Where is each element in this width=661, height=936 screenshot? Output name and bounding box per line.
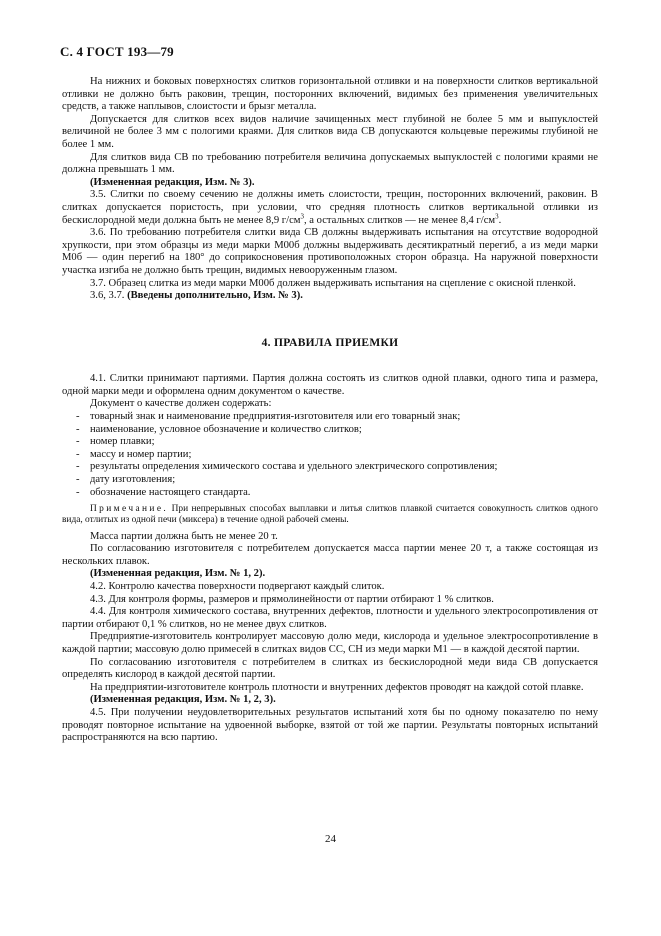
page-number: 24: [325, 833, 336, 845]
clause-4-1: 4.1. Слитки принимают партиями. Партия должна состоять из слитков одной плавки, одного типа и размера, одной марки меди и оформлена одним документом о качестве.: [62, 373, 598, 397]
document-body: [62, 76, 598, 745]
section-title: 4. ПРАВИЛА ПРИЕМКИ: [261, 336, 399, 349]
superscript: 3: [495, 212, 499, 220]
clause-3-7: 3.7. Образец слитка из меди марки М00б должен выдерживать испытания на сцепление с окисной пленкой.: [90, 277, 576, 289]
clause-3-5: [62, 189, 598, 227]
paragraph: По согласованию изготовителя с потребителем в слитках из бескислородной меди вида СВ допускается определять кислород в каждой десятой партии.: [62, 656, 598, 681]
list-item: - дату изготовления;: [62, 474, 598, 487]
added-note: [62, 290, 598, 303]
clause-4-3: 4.3. Для контроля формы, размеров и прямолинейности от партии отбирают 1 % слитков.: [90, 593, 494, 605]
amendment-note: (Измененная редакция, Изм. № 3).: [90, 176, 255, 188]
list-item: - результаты определения химического состава и удельного электрического сопротивления;: [62, 461, 598, 474]
paragraph: На нижних и боковых поверхностях слитков горизонтальной отливки и на поверхности слитков вертикальной отливки не должно быть раковин, трещин, посторонних включений, видимых без применения увеличительных средств, а также наплывов, слоистости и брызг металла.: [62, 76, 598, 113]
added-note-prefix: 3.6, 3.7.: [90, 290, 128, 302]
clause-3-6: 3.6. По требованию потребителя слитки вида СВ должны выдерживать испытания на отсутствие водородной хрупкости, при этом образцы из меди марки М00б должны выдерживать десятикратный перегиб, а из меди марки М0б — один перегиб на 180° до соприкосновения противоположных сторон образца. На наружной поверхности участка изгиба не должно быть трещин, видимых невооруженным глазом.: [62, 227, 598, 276]
note: [62, 504, 598, 526]
clause-4-5: 4.5. При получении неудовлетворительных результатов испытаний хотя бы по одному показателю по нему проводят повторное испытание на удвоенной выборке, взятой от той же партии. Результаты повторных испытаний распространяются на всю партию.: [62, 706, 598, 744]
clause-text: , а остальных слитков — не менее 8,4 г/см: [303, 214, 496, 226]
clause-4-4: 4.4. Для контроля химического состава, внутренних дефектов, плотности и удельного электросопротивления от партии отбирают 0,1 % слитков, но не менее двух слитков.: [62, 606, 598, 630]
added-note-bold: (Введены дополнительно, Изм. № 3).: [127, 290, 303, 302]
list-item: - обозначение настоящего стандарта.: [62, 487, 598, 500]
amendment-note: (Измененная редакция, Изм. № 1, 2, 3).: [90, 694, 276, 706]
list-item: - номер плавки;: [62, 436, 598, 449]
paragraph: По согласованию изготовителя с потребителем допускается масса партии менее 20 т, а также состоящая из нескольких плавок.: [62, 543, 598, 567]
clause-text: .: [498, 214, 502, 226]
paragraph: Предприятие-изготовитель контролирует массовую долю меди, кислорода и удельное электросопротивление в каждой партии; массовую долю примесей в слитках видов СС, СН из меди марки М1 — в каждой десятой партии.: [62, 631, 598, 655]
paragraph: На предприятии-изготовителе контроль плотности и внутренних дефектов проводят на каждой сотой плавке.: [90, 681, 584, 693]
running-header: С. 4 ГОСТ 193—79: [60, 44, 174, 59]
paragraph: Для слитков вида СВ по требованию потребителя величина допускаемых выпуклостей с пологими краями не должна превышать 1 мм.: [62, 151, 598, 176]
amendment-note: (Измененная редакция, Изм. № 1, 2).: [90, 568, 266, 580]
note-label: Примечание.: [90, 504, 169, 515]
superscript: 3: [300, 212, 304, 220]
list-item: - массу и номер партии;: [62, 449, 598, 462]
clause-4-2: 4.2. Контролю качества поверхности подвергают каждый слиток.: [90, 581, 385, 592]
paragraph: Масса партии должна быть не менее 20 т.: [90, 530, 278, 542]
list-item: - товарный знак и наименование предприятия-изготовителя или его товарный знак;: [62, 411, 598, 424]
list-item: - наименование, условное обозначение и количество слитков;: [62, 424, 598, 437]
clause-text: 3.5. Слитки по своему сечению не должны иметь слоистости, трещин, посторонних включений, раковин. В слитках допускается пористость, при условии, что средняя плотность слитков вертикальной отливки из бескислородной меди должна быть не менее 8,9 г/см: [62, 189, 598, 226]
doc-intro: Документ о качестве должен содержать:: [90, 398, 272, 410]
paragraph: Допускается для слитков всех видов наличие зачищенных мест глубиной не более 5 мм и выпуклостей величиной не более 3 мм с пологими краями. Для слитков вида СВ допускаются кольцевые пережимы глубиной не более 1 мм.: [62, 113, 598, 150]
note-text: При непрерывных способах выплавки и литья слитков плавкой считается совокупность слитков одного вида, отлитых из одной печи (миксера) в течение одной рабочей смены.: [62, 504, 598, 526]
doc-contents-list: [62, 411, 598, 499]
